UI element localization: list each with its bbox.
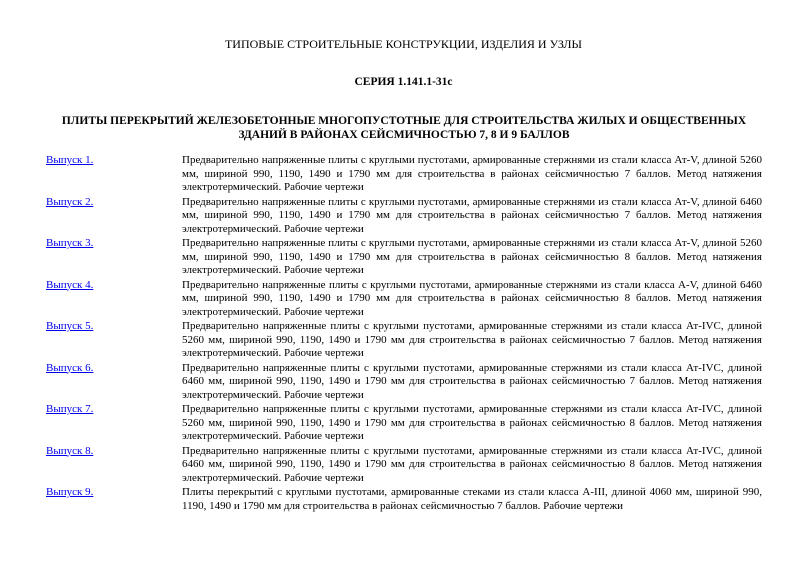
issue-link-4[interactable]: Выпуск 4. [46,278,94,291]
issue-row-5 [46,320,762,361]
issue-link-5[interactable]: Выпуск 5. [46,320,94,332]
issue-link-8[interactable]: Выпуск 8. [46,444,94,457]
issue-link-1[interactable]: Выпуск 1. [46,154,94,166]
issue-description-5: Предварительно напряженные плиты с круглыми пустотами, армированные стержнями из стали класса Ат-IVC, длиной 5260 мм, шириной 990, 1190, 1490 и 1790 мм для строительства в районах сейсмичностью 7 баллов. Метод натяжения электротермический. Рабочие чертежи [182,320,762,359]
issue-description-4: Предварительно напряженные плиты с круглыми пустотами, армированные стержнями из стали класса А-V, длиной 6460 мм, шириной 990, 1190, 1490 и 1790 мм для строительства в районах сейсмичностью 8 баллов. Метод натяжения электротермический. Рабочие чертежи [182,278,762,318]
issue-description-7: Предварительно напряженные плиты с круглыми пустотами, армированные стержнями из стали класса Ат-IVC, длиной 5260 мм, шириной 990, 1190, 1490 и 1790 мм для строительства в районах сейсмичностью 8 баллов. Метод натяжения электротермический. Рабочие чертежи [182,403,762,442]
issue-description-3: Предварительно напряженные плиты с круглыми пустотами, армированные стержнями из стали класса Ат-V, длиной 5260 мм, шириной 990, 1190, 1490 и 1790 мм для строительства в районах сейсмичностью 8 баллов. Метод натяжения электротермический. Рабочие чертежи [182,237,762,276]
issue-row-8 [46,445,762,486]
issue-description-2: Предварительно напряженные плиты с круглыми пустотами, армированные стержнями из стали класса Ат-V, длиной 6460 мм, шириной 990, 1190, 1490 и 1790 мм для строительства в районах сейсмичностью 7 баллов. Метод натяжения электротермический. Рабочие чертежи [182,195,762,235]
issue-row-2 [46,196,762,237]
document-main-title: ПЛИТЫ ПЕРЕКРЫТИЙ ЖЕЛЕЗОБЕТОННЫЕ МНОГОПУСТОТНЫЕ ДЛЯ СТРОИТЕЛЬСТВА ЖИЛЫХ И ОБЩЕСТВЕННЫХ ЗДАНИЙ В РАЙОНАХ СЕЙСМИЧНОСТЬЮ 7, 8 И 9 БАЛЛОВ [61,115,747,141]
issues-list [46,154,762,514]
issue-row-6 [46,362,762,403]
issue-row-7 [46,403,762,444]
issue-row-3 [46,237,762,278]
issue-link-6[interactable]: Выпуск 6. [46,361,94,374]
issue-link-7[interactable]: Выпуск 7. [46,403,94,415]
issue-description-6: Предварительно напряженные плиты с круглыми пустотами, армированные стержнями из стали класса Ат-IVC, длиной 6460 мм, шириной 990, 1190, 1490 и 1790 мм для строительства в районах сейсмичностью 7 баллов. Метод натяжения электротермический. Рабочие чертежи [182,361,762,401]
issue-description-8: Предварительно напряженные плиты с круглыми пустотами, армированные стержнями из стали класса Ат-IVC, длиной 6460 мм, шириной 990, 1190, 1490 и 1790 мм для строительства в районах сейсмичностью 8 баллов. Метод натяжения электротермический. Рабочие чертежи [182,444,762,484]
issue-row-1 [46,154,762,195]
issue-link-3[interactable]: Выпуск 3. [46,237,94,249]
issue-link-9[interactable]: Выпуск 9. [46,486,94,498]
document-top-title: ТИПОВЫЕ СТРОИТЕЛЬНЫЕ КОНСТРУКЦИИ, ИЗДЕЛИЯ И УЗЛЫ [224,37,583,51]
issue-row-4 [46,279,762,320]
issue-description-1: Предварительно напряженные плиты с круглыми пустотами, армированные стержнями из стали класса Ат-V, длиной 5260 мм, шириной 990, 1190, 1490 и 1790 мм для строительства в районах сейсмичностью 7 баллов. Метод натяжения электротермический. Рабочие чертежи [182,154,762,193]
series-number: СЕРИЯ 1.141.1-31с [354,76,453,88]
issue-row-9 [46,486,762,513]
issue-link-2[interactable]: Выпуск 2. [46,195,94,208]
issue-description-9: Плиты перекрытий с круглыми пустотами, армированные стеками из стали класса А-III, длиной 4060 мм, шириной 990, 1190, 1490 и 1790 мм для строительства в районах сейсмичностью 7 баллов. Рабочие чертежи [182,486,762,512]
